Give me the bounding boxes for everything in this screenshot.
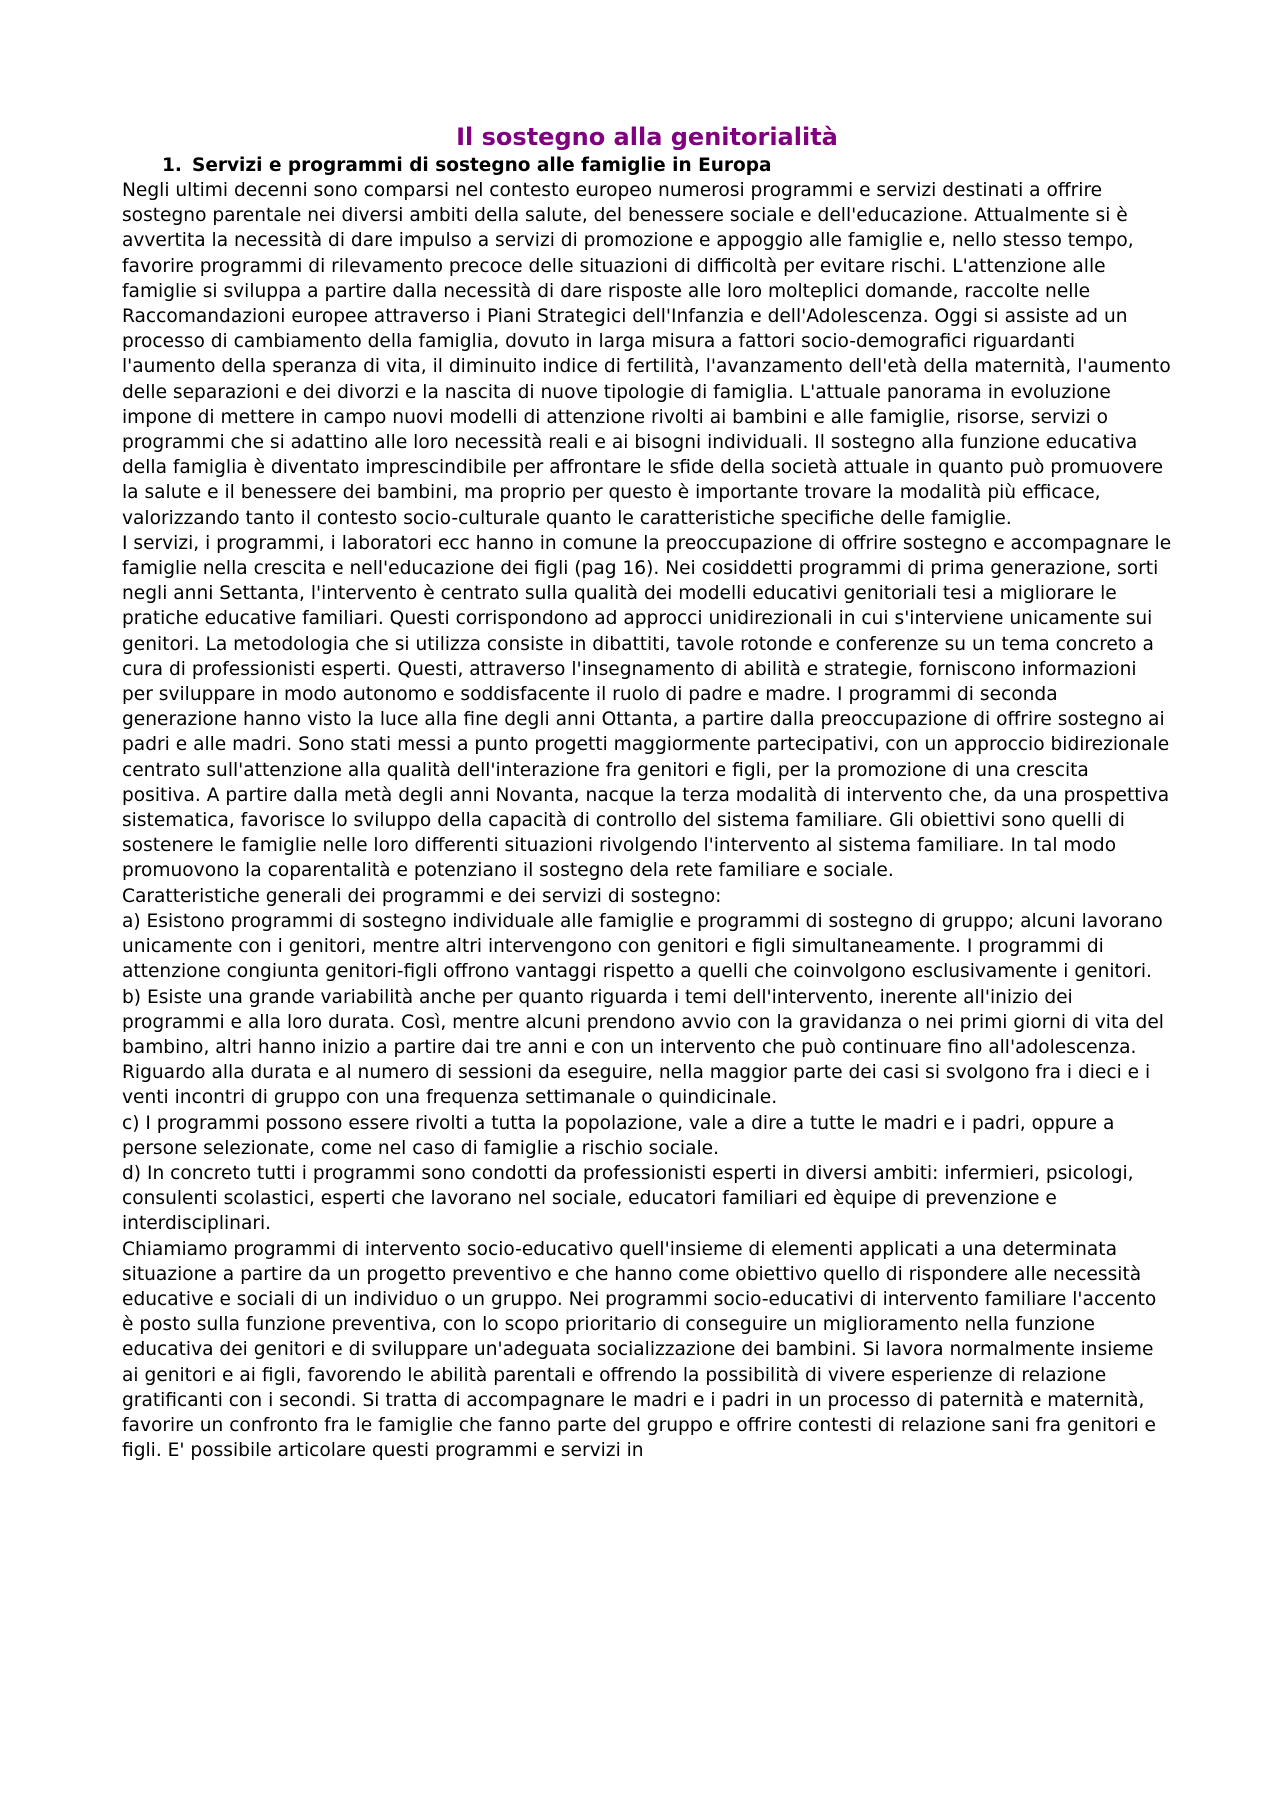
paragraph-intro: Negli ultimi decenni sono comparsi nel contesto europeo numerosi programmi e servizi destinati a offrire sostegno parentale nei diversi ambiti della salute, del benessere sociale e dell'educazione. Attualmente si è avvertita la necessità di dare impulso a servizi di promozione e appoggio alle famiglie e, nello stesso tempo, favorire programmi di rilevamento precoce delle situazioni di difficoltà per evitare rischi. L'attenzione alle famiglie si sviluppa a partire dalla necessità di dare risposte alle loro molteplici domande, raccolte nelle Raccomandazioni europee attraverso i Piani Strategici dell'Infanzia e dell'Adolescenza. Oggi si assiste ad un processo di cambiamento della famiglia, dovuto in larga misura a fattori socio-demografici riguardanti l'aumento della speranza di vita, il diminuito indice di fertilità, l'avanzamento dell'età della maternità, l'aumento delle separazioni e dei divorzi e la nascita di nuove tipologie di famiglia. L'attuale panorama in evoluzione impone di mettere in campo nuovi modelli di attenzione rivolti ai bambini e alle famiglie, risorse, servizi o programmi che si adattino alle loro necessità reali e ai bisogni individuali. Il sostegno alla funzione educativa della famiglia è diventato imprescindibile per affrontare le sfide della società attuale in quanto può promuovere la salute e il benessere dei bambini, ma proprio per questo è importante trovare la modalità più efficace, valorizzando tanto il contesto socio-culturale quanto le caratteristiche specifiche delle famiglie.: [122, 180, 1171, 529]
paragraph-characteristics-heading: Caratteristiche generali dei programmi e dei servizi di sostegno:: [122, 885, 722, 907]
paragraph-generations: I servizi, i programmi, i laboratori ecc hanno in comune la preoccupazione di offrire sostegno e accompagnare le famiglie nella crescita e nell'educazione dei figli (pag 16). Nei cosiddetti programmi di prima generazione, sorti negli anni Settanta, l'intervento è centrato sulla qualità dei modelli educativi genitoriali tesi a migliorare le pratiche educative familiari. Questi corrispondono ad approcci unidirezionali in cui s'interviene unicamente sui genitori. La metodologia che si utilizza consiste in dibattiti, tavole rotonde e conferenze su un tema concreto a cura di professionisti esperti. Questi, attraverso l'insegnamento di abilità e strategie, forniscono informazioni per sviluppare in modo autonomo e soddisfacente il ruolo di padre e madre. I programmi di seconda generazione hanno visto la luce alla fine degli anni Ottanta, a partire dalla preoccupazione di offrire sostegno ai padri e alle madri. Sono stati messi a punto progetti maggiormente partecipativi, con un approccio bidirezionale centrato sull'attenzione alla qualità dell'interazione fra genitori e figli, per la promozione di una crescita positiva. A partire dalla metà degli anni Novanta, nacque la terza modalità di intervento che, da una prospettiva sistematica, favorisce lo sviluppo della capacità di controllo del sistema familiare. Gli obiettivi sono quelli di sostenere le famiglie nelle loro differenti situazioni rivolgendo l'intervento al sistema familiare. In tal modo promuovono la coparentalità e potenziano il sostegno dela rete familiare e sociale.: [122, 532, 1172, 882]
list-item-a: a) Esistono programmi di sostegno individuale alle famiglie e programmi di sostegno di gruppo; alcuni lavorano unicamente con i genitori, mentre altri intervengono con genitori e figli simultaneamente. I programmi di attenzione congiunta genitori-figli offrono vantaggi rispetto a quelli che coinvolgono esclusivamente i genitori.: [122, 910, 1163, 983]
list-item-b: b) Esiste una grande variabilità anche per quanto riguarda i temi dell'intervento, inerente all'inizio dei programmi e alla loro durata. Così, mentre alcuni prendono avvio con la gravidanza o nei primi giorni di vita del bambino, altri hanno inizio a partire dai tre anni e con un intervento che può continuare fino all'adolescenza. Riguardo alla durata e al numero di sessioni da eseguire, nella maggior parte dei casi si svolgono fra i dieci e i venti incontri di gruppo con una frequenza settimanale o quindicinale.: [122, 986, 1164, 1109]
section-heading: [122, 154, 1172, 178]
paragraph-socio-educational: Chiamiamo programmi di intervento socio-educativo quell'insieme di elementi applicati a una determinata situazione a partire da un progetto preventivo e che hanno come obiettivo quello di rispondere alle necessità educative e sociali di un individuo o un gruppo. Nei programmi socio-educativi di intervento familiare l'accento è posto sulla funzione preventiva, con lo scopo prioritario di conseguire un miglioramento nella funzione educativa dei genitori e di sviluppare un'adeguata socializzazione dei bambini. Si lavora normalmente insieme ai genitori e ai figli, favorendo le abilità parentali e offrendo la possibilità di vivere esperienze di relazione gratificanti con i secondi. Si tratta di accompagnare le madri e i padri in un processo di paternità e maternità, favorire un confronto fra le famiglie che fanno parte del gruppo e offrire contesti di relazione sani fra genitori e figli. E' possibile articolare questi programmi e servizi in: [122, 1238, 1157, 1462]
section-number: 1.: [162, 155, 182, 176]
document-title: Il sostegno alla genitorialità: [456, 123, 838, 151]
section-heading-text: Servizi e programmi di sostegno alle famiglie in Europa: [192, 155, 772, 176]
list-item-d: d) In concreto tutti i programmi sono condotti da professionisti esperti in diversi ambiti: infermieri, psicologi, consulenti scolastici, esperti che lavorano nel sociale, educatori familiari ed èquipe di prevenzione e interdisciplinari.: [122, 1162, 1134, 1235]
document-content: [122, 120, 1172, 1463]
list-item-c: c) I programmi possono essere rivolti a tutta la popolazione, vale a dire a tutte le madri e i padri, oppure a persone selezionate, come nel caso di famiglie a rischio sociale.: [122, 1112, 1115, 1159]
